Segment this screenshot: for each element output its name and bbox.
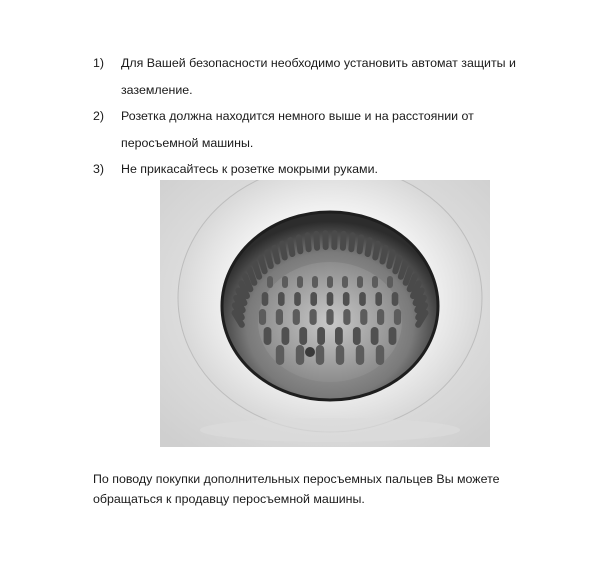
- rubber-finger: [392, 292, 399, 306]
- rubber-finger: [327, 292, 334, 306]
- rubber-finger: [294, 292, 301, 306]
- footer-line-1: По поводу покупки дополнительных перосъемных пальцев Вы можете: [93, 472, 500, 486]
- rubber-finger: [278, 292, 285, 306]
- rubber-finger: [389, 327, 397, 345]
- rubber-finger: [293, 309, 300, 325]
- instruction-line: Розетка должна находится немного выше и на расстоянии от: [121, 109, 474, 123]
- rubber-finger: [326, 309, 333, 325]
- rubber-finger: [282, 276, 288, 288]
- plucker-drum-illustration: [160, 180, 490, 447]
- rubber-finger: [372, 276, 378, 288]
- instruction-line: Не прикасайтесь к розетке мокрыми руками.: [121, 162, 378, 176]
- safety-instructions-list: [93, 50, 563, 183]
- rubber-finger: [296, 345, 304, 365]
- rubber-finger: [310, 309, 317, 325]
- rubber-finger: [331, 230, 337, 250]
- rubber-finger: [360, 309, 367, 325]
- rubber-finger: [282, 327, 290, 345]
- rubber-finger: [327, 276, 333, 288]
- instruction-number: 3): [93, 162, 105, 176]
- rubber-finger: [387, 276, 393, 288]
- rubber-finger: [340, 231, 347, 251]
- rubber-finger: [342, 276, 348, 288]
- instruction-line: заземление.: [121, 82, 193, 97]
- rubber-finger: [336, 345, 344, 365]
- rubber-finger: [310, 292, 317, 306]
- footer-line-2: обращаться к продавцу перосъемной машины.: [93, 492, 365, 506]
- rubber-finger: [353, 327, 361, 345]
- rubber-finger: [267, 276, 273, 288]
- drum-base-shadow: [200, 418, 460, 442]
- drum-center-bolt: [305, 347, 315, 357]
- instruction-item-2: [93, 103, 563, 156]
- rubber-finger: [276, 309, 283, 325]
- instruction-line: перосъемной машины.: [121, 135, 254, 150]
- rubber-finger: [343, 309, 350, 325]
- rubber-finger: [359, 292, 366, 306]
- instruction-number: 2): [93, 109, 105, 123]
- rubber-finger: [312, 276, 318, 288]
- rubber-finger: [316, 345, 324, 365]
- rubber-finger: [262, 292, 269, 306]
- rubber-finger: [394, 309, 401, 325]
- rubber-finger: [357, 276, 363, 288]
- rubber-finger: [317, 327, 325, 345]
- rubber-finger: [335, 327, 343, 345]
- plucker-drum-photo: [160, 180, 490, 447]
- instruction-line: Для Вашей безопасности необходимо установить автомат защиты и: [121, 56, 516, 70]
- rubber-finger: [376, 345, 384, 365]
- rubber-finger: [343, 292, 350, 306]
- rubber-finger: [264, 327, 272, 345]
- rubber-finger: [377, 309, 384, 325]
- rubber-finger: [356, 345, 364, 365]
- instruction-item-1: [93, 50, 563, 103]
- footer-note: [93, 469, 553, 509]
- rubber-finger: [259, 309, 266, 325]
- rubber-finger: [322, 230, 328, 250]
- instruction-number: 1): [93, 56, 105, 70]
- rubber-finger: [375, 292, 382, 306]
- rubber-finger: [276, 345, 284, 365]
- instruction-item-3: [93, 156, 563, 183]
- rubber-finger: [299, 327, 307, 345]
- rubber-finger: [297, 276, 303, 288]
- rubber-finger: [313, 231, 320, 251]
- rubber-finger: [371, 327, 379, 345]
